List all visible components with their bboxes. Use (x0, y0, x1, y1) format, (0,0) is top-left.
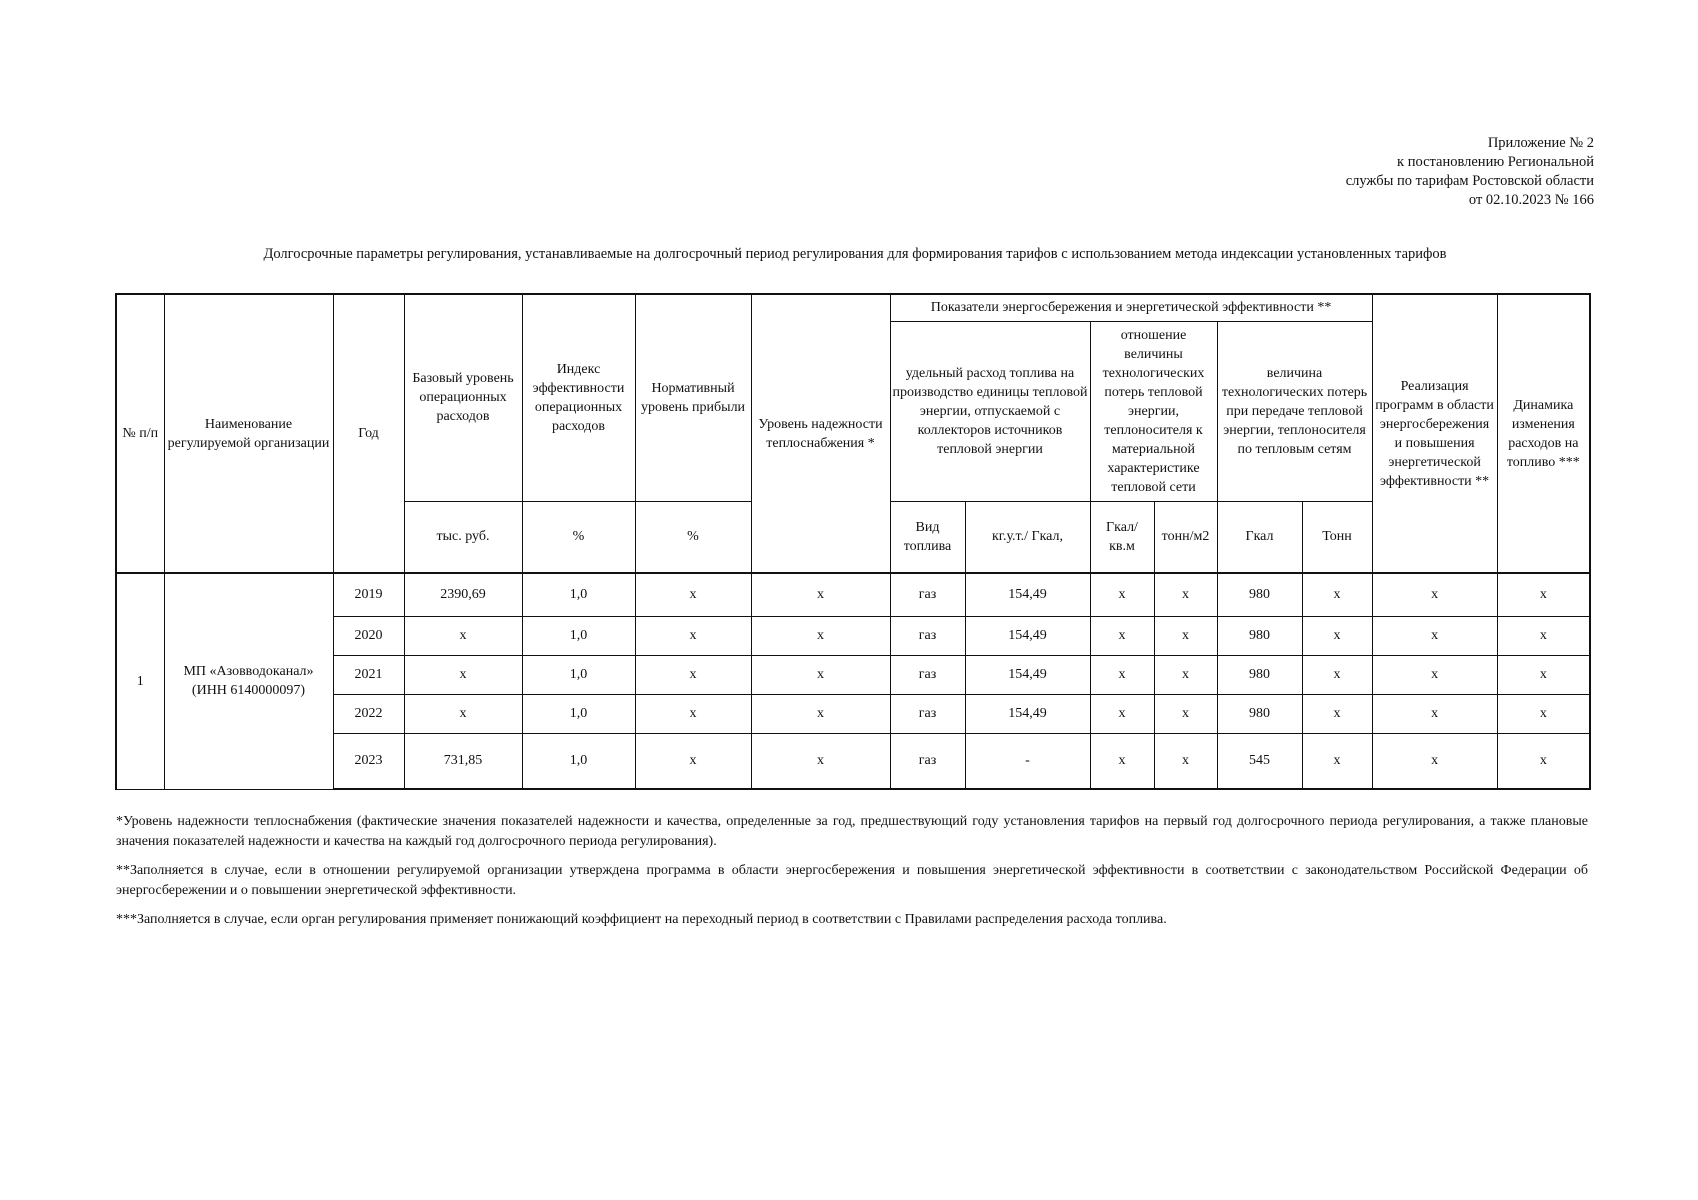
cell-fuel-type: газ (890, 694, 965, 733)
table-row (116, 655, 1590, 694)
cell-reliability: x (751, 573, 890, 616)
appendix-header (1346, 134, 1594, 210)
unit-efficiency-index: % (522, 501, 635, 573)
unit-losses-carrier: Тонн (1302, 501, 1372, 573)
cell-fuel-rate: 154,49 (965, 616, 1090, 655)
cell-base-costs: x (404, 616, 522, 655)
appendix-date: от 02.10.2023 № 166 (1468, 192, 1594, 208)
cell-fuel-type: газ (890, 733, 965, 789)
cell-losses-heat: 980 (1217, 573, 1302, 616)
cell-year: 2023 (333, 733, 404, 789)
cell-year: 2019 (333, 573, 404, 616)
document-title: Долгосрочные параметры регулирования, устанавливаемые на долгосрочный период регулирования для формирования тарифов с использованием метода индексации установленных тарифов (263, 246, 1447, 262)
cell-loss-ratio-carrier: x (1154, 733, 1217, 789)
cell-base-costs: 731,85 (404, 733, 522, 789)
cell-loss-ratio-carrier: x (1154, 694, 1217, 733)
header-losses: величина технологических потерь при передаче тепловой энергии, теплоносителя по тепловым сетям (1217, 321, 1372, 501)
cell-losses-carrier: x (1302, 694, 1372, 733)
cell-losses-carrier: x (1302, 616, 1372, 655)
cell-loss-ratio-heat: x (1090, 733, 1154, 789)
cell-loss-ratio-heat: x (1090, 655, 1154, 694)
cell-loss-ratio-heat: x (1090, 573, 1154, 616)
table-row (116, 573, 1590, 616)
cell-losses-heat: 980 (1217, 694, 1302, 733)
cell-fuel-dynamics: x (1497, 655, 1590, 694)
cell-loss-ratio-carrier: x (1154, 655, 1217, 694)
org-name-line: МП «Азовводоканал» (183, 664, 314, 680)
cell-reliability: x (751, 616, 890, 655)
cell-efficiency-index: 1,0 (522, 733, 635, 789)
cell-reliability: x (751, 733, 890, 789)
cell-programs: x (1372, 655, 1497, 694)
cell-fuel-rate: 154,49 (965, 694, 1090, 733)
unit-losses-heat: Гкал (1217, 501, 1302, 573)
header-fuel-dynamics: Динамика изменения расходов на топливо *** (1497, 294, 1590, 573)
unit-fuel-rate: кг.у.т./ Гкал, (965, 501, 1090, 573)
cell-fuel-rate: 154,49 (965, 655, 1090, 694)
appendix-number: Приложение № 2 (1487, 135, 1594, 151)
footnote-reliability: *Уровень надежности теплоснабжения (фактические значения показателей надежности и качества, определенные за год, предшествующий году установления тарифов на первый год долгосрочного периода регулирования, а также плановые значения показателей надежности и качества на каждый год долгосрочного периода регулирования). (116, 814, 1588, 849)
table-row (116, 694, 1590, 733)
header-fuel-rate: удельный расход топлива на производство единицы тепловой энергии, отпускаемой с коллекторов источников тепловой энергии (890, 321, 1090, 501)
header-year: Год (333, 294, 404, 573)
cell-reliability: x (751, 694, 890, 733)
cell-losses-heat: 980 (1217, 655, 1302, 694)
cell-losses-heat: 980 (1217, 616, 1302, 655)
appendix-resolution: к постановлению Региональной (1397, 154, 1594, 170)
header-base-costs: Базовый уровень операционных расходов (404, 294, 522, 501)
header-programs: Реализация программ в области энергосбережения и повышения энергетической эффективности ** (1372, 294, 1497, 573)
cell-fuel-dynamics: x (1497, 573, 1590, 616)
cell-norm-profit: x (635, 616, 751, 655)
org-inn-line: (ИНН 6140000097) (191, 683, 306, 699)
cell-base-costs: x (404, 694, 522, 733)
unit-loss-ratio-heat: Гкал/ кв.м (1090, 501, 1154, 573)
unit-loss-ratio-carrier: тонн/м2 (1154, 501, 1217, 573)
header-reliability: Уровень надежности теплоснабжения * (751, 294, 890, 573)
header-efficiency-index: Индекс эффективности операционных расходов (522, 294, 635, 501)
cell-fuel-dynamics: x (1497, 616, 1590, 655)
cell-efficiency-index: 1,0 (522, 694, 635, 733)
cell-fuel-dynamics: x (1497, 733, 1590, 789)
cell-reliability: x (751, 655, 890, 694)
footnote-energy-program: **Заполняется в случае, если в отношении регулируемой организации утверждена программа в области энергосбережения и повышения энергетической эффективности в соответствии с законодательством Российской Федерации об энергосбережении и о повышении энергетической эффективности. (116, 863, 1588, 898)
footnote-fuel-coefficient: ***Заполняется в случае, если орган регулирования применяет понижающий коэффициент на переходный период в соответствии с Правилами распределения расхода топлива. (116, 912, 1167, 927)
cell-year: 2020 (333, 616, 404, 655)
table-row (116, 733, 1590, 789)
cell-losses-carrier: x (1302, 573, 1372, 616)
cell-fuel-type: газ (890, 655, 965, 694)
cell-losses-carrier: x (1302, 733, 1372, 789)
cell-efficiency-index: 1,0 (522, 573, 635, 616)
cell-norm-profit: x (635, 694, 751, 733)
cell-efficiency-index: 1,0 (522, 655, 635, 694)
cell-fuel-type: газ (890, 573, 965, 616)
header-num: № п/п (116, 294, 164, 573)
cell-norm-profit: x (635, 733, 751, 789)
header-loss-ratio: отношение величины технологических потерь тепловой энергии, теплоносителя к материальной характеристике тепловой сети (1090, 321, 1217, 501)
org-name (164, 573, 333, 789)
table-row (116, 616, 1590, 655)
cell-programs: x (1372, 573, 1497, 616)
cell-year: 2022 (333, 694, 404, 733)
footnotes (116, 812, 1588, 939)
cell-losses-heat: 545 (1217, 733, 1302, 789)
cell-fuel-type: газ (890, 616, 965, 655)
header-norm-profit: Нормативный уровень прибыли (635, 294, 751, 501)
unit-fuel-type: Вид топлива (890, 501, 965, 573)
cell-year: 2021 (333, 655, 404, 694)
cell-loss-ratio-heat: x (1090, 616, 1154, 655)
cell-programs: x (1372, 616, 1497, 655)
header-row-1 (116, 294, 1590, 321)
cell-fuel-dynamics: x (1497, 694, 1590, 733)
unit-base-costs: тыс. руб. (404, 501, 522, 573)
unit-norm-profit: % (635, 501, 751, 573)
cell-programs: x (1372, 733, 1497, 789)
cell-base-costs: x (404, 655, 522, 694)
cell-loss-ratio-carrier: x (1154, 573, 1217, 616)
cell-fuel-rate: 154,49 (965, 573, 1090, 616)
cell-loss-ratio-carrier: x (1154, 616, 1217, 655)
cell-fuel-rate: - (965, 733, 1090, 789)
cell-loss-ratio-heat: x (1090, 694, 1154, 733)
cell-efficiency-index: 1,0 (522, 616, 635, 655)
parameters-table (115, 293, 1591, 790)
appendix-authority: службы по тарифам Ростовской области (1345, 173, 1594, 189)
header-energy-group: Показатели энергосбережения и энергетической эффективности ** (890, 294, 1372, 321)
cell-base-costs: 2390,69 (404, 573, 522, 616)
cell-norm-profit: x (635, 573, 751, 616)
header-org: Наименование регулируемой организации (164, 294, 333, 573)
cell-norm-profit: x (635, 655, 751, 694)
cell-programs: x (1372, 694, 1497, 733)
cell-losses-carrier: x (1302, 655, 1372, 694)
org-number: 1 (116, 573, 164, 789)
